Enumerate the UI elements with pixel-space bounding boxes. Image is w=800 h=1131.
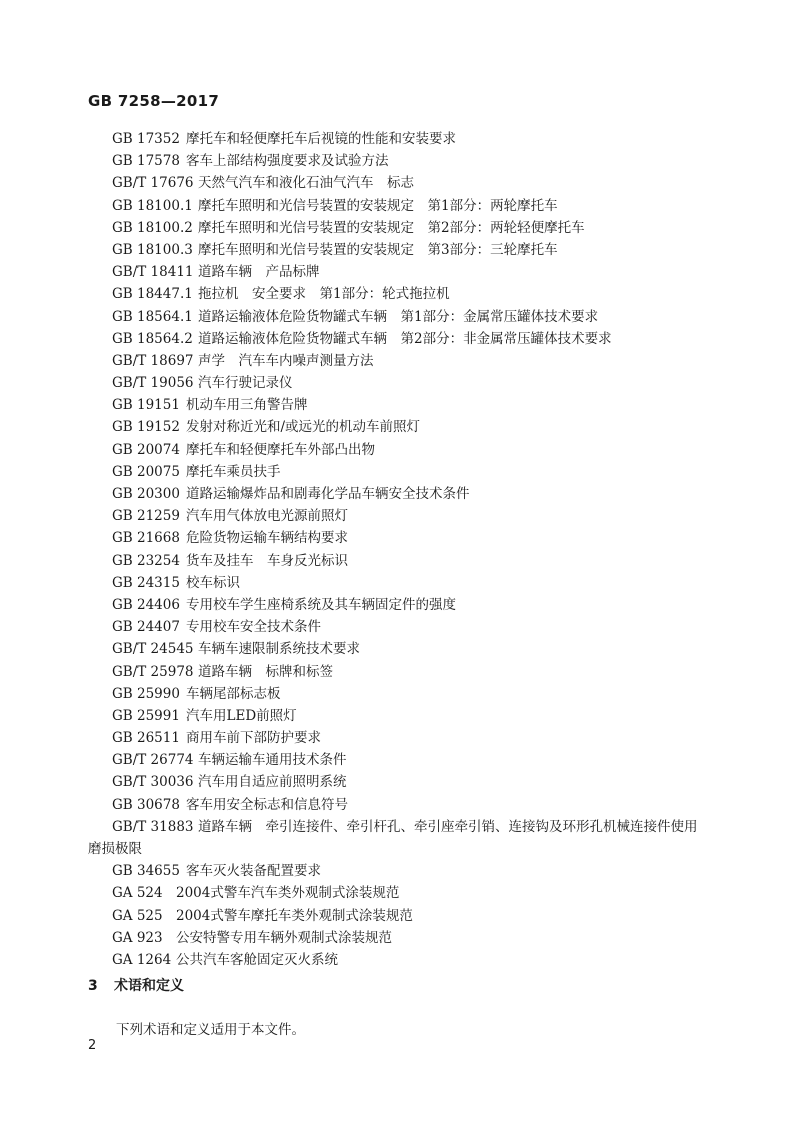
reference-entry: [0, 927, 800, 949]
reference-code: GB/T 19056: [112, 375, 194, 392]
reference-title: 摩托车照明和光信号装置的安装规定 第2部分：两轮轻便摩托车: [198, 219, 585, 236]
reference-code: GB/T 18411: [112, 264, 194, 281]
reference-code: GB 24315: [112, 574, 180, 591]
reference-entry: [0, 483, 800, 505]
reference-entry: [0, 372, 800, 394]
reference-code: GB 20075: [112, 463, 180, 480]
reference-title: 车辆尾部标志板: [186, 685, 281, 702]
reference-entry: [0, 572, 800, 594]
reference-entry: [0, 683, 800, 705]
reference-title-continuation: 磨损极限: [88, 841, 142, 857]
reference-title: 专用校车学生座椅系统及其车辆固定件的强度: [186, 596, 456, 613]
reference-entry: [0, 261, 800, 283]
reference-code: GB/T 26774: [112, 752, 194, 769]
reference-code: GB 25991: [112, 707, 180, 724]
reference-title: 专用校车安全技术条件: [186, 619, 321, 636]
reference-code: GB 17578: [112, 153, 180, 170]
reference-code: GB 25990: [112, 685, 180, 702]
reference-title: 车辆运输车通用技术条件: [198, 752, 347, 769]
reference-code: GB/T 18697: [112, 352, 194, 369]
reference-title: 校车标识: [186, 574, 240, 591]
reference-code: GB 34655: [112, 863, 180, 880]
reference-title: 拖拉机 安全要求 第1部分：轮式拖拉机: [198, 286, 450, 303]
reference-code: GB 20074: [112, 441, 180, 458]
reference-entry: [0, 882, 800, 904]
reference-title: 汽车行驶记录仪: [198, 375, 293, 392]
reference-entry: [0, 638, 800, 660]
reference-entry: [0, 771, 800, 793]
document-header: GB 7258—2017: [88, 92, 220, 110]
reference-code: GB 18564.1: [112, 308, 193, 325]
reference-entry: [0, 150, 800, 172]
reference-entry: [0, 860, 800, 882]
reference-title: 商用车前下部防护要求: [186, 730, 321, 747]
reference-title: 2004式警车汽车类外观制式涂装规范: [176, 885, 400, 902]
reference-code: GA 525: [112, 907, 163, 924]
reference-entry: [0, 794, 800, 816]
reference-title: 摩托车乘员扶手: [186, 463, 281, 480]
reference-title: 道路运输液体危险货物罐式车辆 第1部分：金属常压罐体技术要求: [198, 308, 599, 325]
reference-code: GA 1264: [112, 951, 172, 968]
reference-title: 公安特警专用车辆外观制式涂装规范: [176, 929, 392, 946]
reference-code: GA 524: [112, 885, 163, 902]
section-heading: [88, 975, 184, 995]
reference-code: GB 18100.1: [112, 197, 193, 214]
reference-code: GB/T 25978: [112, 663, 194, 680]
reference-entry: [0, 594, 800, 616]
reference-title: 货车及挂车 车身反光标识: [186, 552, 348, 569]
reference-entry: [0, 505, 800, 527]
reference-code: GB/T 24545: [112, 641, 194, 658]
reference-entry: [0, 239, 800, 261]
reference-title: 汽车用自适应前照明系统: [198, 774, 347, 791]
reference-title: 2004式警车摩托车类外观制式涂装规范: [176, 907, 413, 924]
reference-title: 声学 汽车车内噪声测量方法: [198, 352, 374, 369]
reference-code: GB 26511: [112, 730, 180, 747]
reference-code: GB 30678: [112, 796, 180, 813]
reference-title: 摩托车和轻便摩托车后视镜的性能和安装要求: [186, 131, 456, 147]
reference-title: 车辆车速限制系统技术要求: [198, 641, 360, 658]
reference-code: GB 21259: [112, 508, 180, 525]
reference-title: 汽车用LED前照灯: [186, 707, 297, 724]
reference-code: GB 17352: [112, 131, 180, 147]
reference-code: GB 18564.2: [112, 330, 193, 347]
reference-entry: [0, 749, 800, 771]
reference-code: GB 18447.1: [112, 286, 193, 303]
reference-title: 摩托车和轻便摩托车外部凸出物: [186, 441, 375, 458]
reference-code: GB 18100.2: [112, 219, 193, 236]
reference-title: 道路车辆 产品标牌: [198, 264, 320, 281]
reference-entry: [0, 217, 800, 239]
reference-code: GB/T 17676: [112, 175, 194, 192]
reference-entry: [0, 394, 800, 416]
intro-paragraph: 下列术语和定义适用于本文件。: [116, 1022, 305, 1038]
reference-title: 客车用安全标志和信息符号: [186, 796, 348, 813]
reference-title: 道路运输液体危险货物罐式车辆 第2部分：非金属常压罐体技术要求: [198, 330, 612, 347]
reference-entry: [0, 172, 800, 194]
reference-code: GB 24407: [112, 619, 180, 636]
reference-title: 汽车用气体放电光源前照灯: [186, 508, 348, 525]
reference-entry: [0, 350, 800, 372]
reference-title: 天然气汽车和液化石油气汽车 标志: [198, 175, 414, 192]
reference-code: GB 19152: [112, 419, 180, 436]
reference-code: GB 19151: [112, 397, 180, 414]
reference-title: 客车上部结构强度要求及试验方法: [186, 153, 389, 170]
reference-code: GA 923: [112, 929, 163, 946]
reference-entry: [0, 727, 800, 749]
reference-entry: [0, 527, 800, 549]
reference-code: GB 21668: [112, 530, 180, 547]
page-number: 2: [88, 1038, 97, 1053]
section-title: 术语和定义: [114, 978, 184, 994]
reference-entry: [0, 705, 800, 727]
section-number: 3: [88, 978, 98, 994]
reference-code: GB 24406: [112, 596, 180, 613]
reference-entry: [0, 328, 800, 350]
reference-entry: [0, 550, 800, 572]
reference-title: 道路车辆 标牌和标签: [198, 663, 333, 680]
normative-references-list: [0, 128, 800, 971]
reference-title: 危险货物运输车辆结构要求: [186, 530, 348, 547]
reference-code: GB/T 31883: [112, 818, 194, 835]
reference-title: 摩托车照明和光信号装置的安装规定 第3部分：三轮摩托车: [198, 241, 558, 258]
reference-entry: [0, 461, 800, 483]
reference-entry: [0, 905, 800, 927]
reference-code: GB 23254: [112, 552, 180, 569]
reference-title: 机动车用三角警告牌: [186, 397, 308, 414]
reference-entry: [0, 128, 800, 150]
reference-entry: [0, 616, 800, 638]
reference-entry: [0, 416, 800, 438]
reference-title: 发射对称近光和/或远光的机动车前照灯: [186, 419, 421, 436]
reference-title: 公共汽车客舱固定灭火系统: [176, 951, 338, 968]
reference-code: GB 18100.3: [112, 241, 193, 258]
reference-entry: [0, 661, 800, 683]
reference-entry: [0, 816, 800, 860]
reference-entry: [0, 306, 800, 328]
reference-entry: [0, 195, 800, 217]
reference-title: 摩托车照明和光信号装置的安装规定 第1部分：两轮摩托车: [198, 197, 558, 214]
reference-title: 道路运输爆炸品和剧毒化学品车辆安全技术条件: [186, 486, 470, 502]
reference-title: 道路车辆 牵引连接件、牵引杆孔、牵引座牵引销、连接钩及环形孔机械连接件使用: [198, 818, 698, 835]
reference-code: GB/T 30036: [112, 774, 194, 791]
reference-title: 客车灭火装备配置要求: [186, 863, 321, 880]
reference-entry: [0, 283, 800, 305]
reference-code: GB 20300: [112, 486, 180, 502]
reference-entry: [0, 439, 800, 461]
reference-entry: [0, 949, 800, 971]
